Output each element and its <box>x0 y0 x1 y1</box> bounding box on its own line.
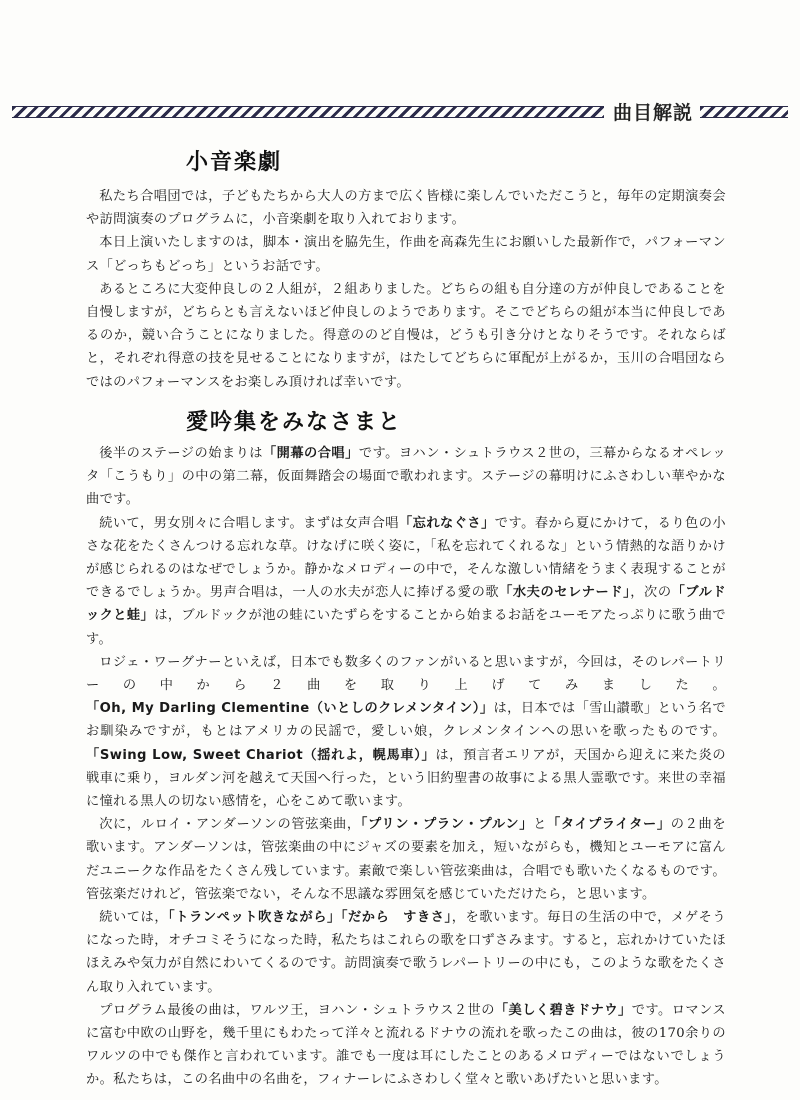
paragraph <box>86 512 726 651</box>
header-divider-left <box>12 106 604 118</box>
paragraph: あるところに大変仲良しの２人組が，２組ありました。どちらの組も自分達の方が仲良しであることを自慢しますが，どちらとも言えないほど仲良しのようであります。そこでどちらの組が本当に仲良しであるのか，競い合うことになりました。得意ののど自慢は，どうも引き分けとなりそうです。それならばと，それぞれ得意の技を見せることになりますが，はたしてどちらに軍配が上がるか，玉川の合唱団ならではのパフォーマンスをお楽しみ頂ければ幸いです。 <box>86 281 726 390</box>
text-run: 続いて，男女別々に合唱します。まずは女声合唱 <box>99 515 399 531</box>
paragraph <box>86 999 726 1092</box>
text-run: の２曲を歌います。アンダーソンは，管弦楽曲の中にジャズの要素を加え，短いながらも，機知とユーモアに富んだユニークな作品をたくさん残しています。素敵で楽しい管弦楽曲は，合唱でも歌いたくなるものです。管弦楽だけれど，管弦楽でない，そんな不思議な雰囲気を感じていただけたら，と思います。 <box>86 817 726 902</box>
text-run: ，次の <box>630 585 672 601</box>
song-title: 「トランペット吹きながら」「だから すきさ」 <box>168 910 452 926</box>
paragraph <box>86 651 726 813</box>
song-title: 「開幕の合唱」 <box>262 446 359 461</box>
header-divider-right <box>700 106 788 118</box>
text-run: ，を歌います。毎日の生活の中で，メゲそうになった時，オチコミそうになった時，私たちはこれらの歌を口ずさみます。すると，忘れかけていたほほえみや気力が自然にわいてくるのです。訪問演奏で歌うレパートリーの中にも，このような歌をたくさん取り入れています。 <box>86 910 726 995</box>
paragraph: 私たち合唱団では，子どもたちから大人の方まで広く皆様に楽しんでいただこうと，毎年の定期演奏会や訪問演奏のプログラムに，小音楽劇を取り入れております。 <box>86 189 726 228</box>
song-title: 「Oh, My Darling Clementine（いとしのクレメンタイン）」 <box>86 701 494 717</box>
paragraph <box>86 813 726 906</box>
page-header-title: 曲目解説 <box>612 102 693 124</box>
text-run: です。春から夏にかけて，るり色の小さな花をたくさんつける忘れな草。けなげに咲く姿に，「私を忘れてくれるな」という情熱的な語りかけが感じられるのはなぜでしょうか。静かなメロディーの中で，そんな激しい情緒をうまく表現することができるでしょうか。男声合唱は，一人の水夫が恋人に捧げる愛の歌 <box>86 515 726 601</box>
text-run: 続いては， <box>99 910 169 926</box>
song-title: 「ブルドックと蛙」 <box>86 585 726 624</box>
text-run: は，日本では「雪山讃歌」という名でお馴染みですが，もとはアメリカの民謡で，愛しい娘，クレメンタインへの思いを歌ったものです。 <box>86 701 726 740</box>
paragraph <box>86 442 726 512</box>
section-title-favorite-songs: 愛吟集をみなさまと <box>186 410 403 435</box>
text-run: です。ヨハン・シュトラウス２世の，三幕からなるオペレッタ「こうもり」の中の第二幕，仮面舞踏会の場面で歌われます。ステージの幕明けにふさわしい華やかな曲です。 <box>86 446 726 508</box>
paragraph <box>86 906 726 999</box>
song-title: 「Swing Low, Sweet Chariot（揺れよ，幌馬車）」 <box>86 747 436 763</box>
text-run: です。ロマンスに富む中欧の山野を，幾千里にもわたって洋々と流れるドナウの流れを歌ったこの曲は，彼の170余りのワルツの中でも傑作と言われています。誰でも一度は耳にしたことのあるメロディーではないでしょうか。私たちは，この名曲中の名曲を，フィナーレにふさわしく堂々と歌いあげたいと思います。 <box>86 1002 726 1088</box>
text-run: と <box>533 817 547 833</box>
song-title: 「水夫のセレナード」 <box>499 585 631 601</box>
section-body-mini-musical <box>86 185 726 394</box>
section-title-mini-musical: 小音楽劇 <box>186 150 283 175</box>
text-run: プログラム最後の曲は，ワルツ王，ヨハン・シュトラウス２世の <box>99 1002 495 1018</box>
text-run: は，ブルドックが池の蛙にいたずらをすることから始まるお話をユーモアたっぷりに歌う曲です。 <box>86 608 726 647</box>
text-run: は，預言者エリアが，天国から迎えに来た炎の戦車に乗り，ヨルダン河を越えて天国へ行った，という旧約聖書の故事による黒人霊歌です。来世の幸福に憧れる黒人の切ない感情を，心をこめて歌います。 <box>86 747 726 810</box>
paragraph: 本日上演いたしますのは，脚本・演出を脇先生，作曲を高森先生にお願いした最新作で，パフォーマンス「どっちもどっち」というお話です。 <box>86 235 726 274</box>
text-run: 次に，ルロイ・アンダーソンの管弦楽曲， <box>99 817 361 833</box>
song-title: 「美しく碧きドナウ」 <box>494 1002 632 1018</box>
song-title: 「忘れなぐさ」 <box>398 515 495 531</box>
text-run: 後半のステージの始まりは <box>99 446 263 461</box>
song-title: 「タイプライター」 <box>546 817 671 833</box>
text-run: ロジェ・ワーグナーといえば，日本でも数多くのファンがいると思いますが，今回は，そのレパートリーの中から２曲を取り上げてみました。 <box>86 654 726 694</box>
song-title: 「プリン・プラン・プルン」 <box>360 817 534 833</box>
section-body-favorite-songs <box>86 442 726 1092</box>
